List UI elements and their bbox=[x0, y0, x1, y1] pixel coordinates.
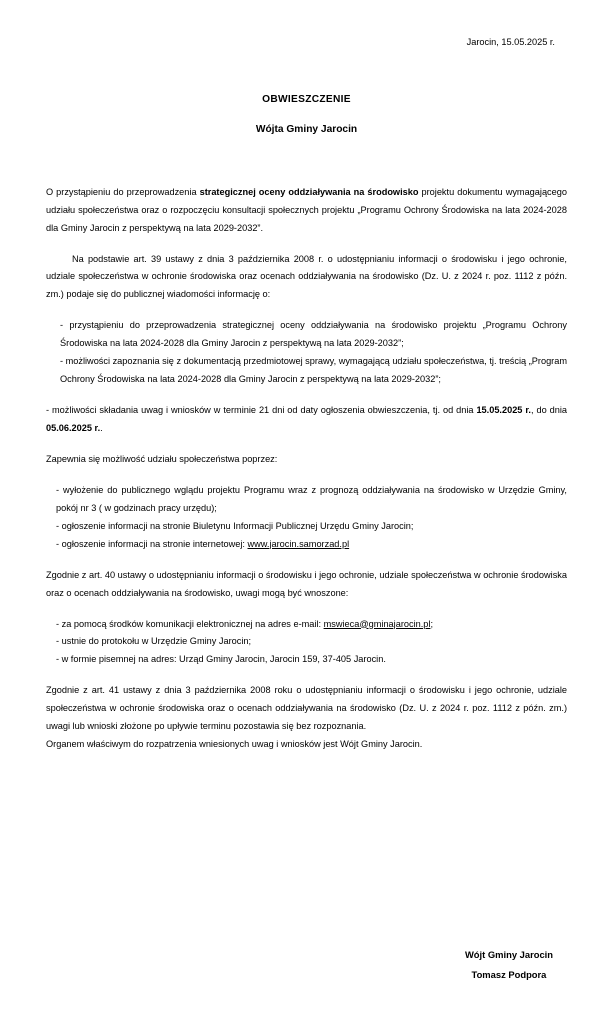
list-item: - przystąpieniu do przeprowadzenia strategicznej oceny oddziaływania na środowisko projektu „Programu Ochrony Środowiska na lata 2024-2028 dla Gminy Jarocin z perspektywą na lata 2029-2032”; bbox=[60, 320, 567, 349]
signature-name: Tomasz Podpora bbox=[471, 969, 547, 981]
paragraph-text: Na podstawie art. 39 ustawy z dnia 3 października 2008 r. o udostępnianiu informacji o środowisku i jego ochronie, udziale społeczeństwa w ochronie środowiska oraz ocenach oddziaływania na środowisko (Dz. U. z 2024 r. poz. 1112 z późn. zm.) podaje się do publicznej wiadomości informację o: bbox=[46, 253, 567, 300]
deadline-text-part3: . bbox=[100, 423, 103, 434]
paragraph-text: Zgodnie z art. 41 ustawy z dnia 3 października 2008 roku o udostępnianiu informacji o środowisku i jego ochronie, udziale społeczeństwa w ochronie środowiska oraz o ocenach oddziaływania na środowisko (Dz. U. z 2024 r. poz. 1112 z późn. zm.) uwagi lub wnioski złożone po upływie terminu pozostawia się bez rozpoznania. bbox=[46, 685, 567, 732]
date-line: Jarocin, 15.05.2025 r. bbox=[466, 37, 555, 47]
email-suffix: ; bbox=[430, 618, 433, 629]
signature-block bbox=[465, 945, 553, 986]
document-title-block bbox=[46, 90, 567, 140]
deadline-text-part1: - możliwości składania uwag i wniosków w terminie 21 dni od daty ogłoszenia obwieszczenia, tj. od dnia bbox=[46, 405, 477, 416]
website-label: - ogłoszenie informacji na stronie internetowej: bbox=[56, 538, 248, 549]
list-item bbox=[56, 616, 567, 634]
paragraph-participation bbox=[46, 451, 567, 469]
deadline-text-part2: , do dnia bbox=[530, 405, 568, 416]
list-participation-items bbox=[46, 482, 567, 554]
paragraph-text: Organem właściwym do rozpatrzenia wniesionych uwag i wniosków jest Wójt Gminy Jarocin. bbox=[46, 739, 423, 750]
list-item-deadline bbox=[46, 402, 567, 438]
list-item: - w formie pisemnej na adres: Urząd Gminy Jarocin, Jarocin 159, 37-405 Jarocin. bbox=[56, 654, 386, 665]
page-title: OBWIESZCZENIE bbox=[262, 93, 351, 105]
website-link[interactable]: www.jarocin.samorzad.pl bbox=[247, 538, 350, 549]
list-item: - ogłoszenie informacji na stronie Biuletynu Informacji Publicznej Urzędu Gminy Jarocin; bbox=[56, 520, 414, 531]
list-notice-items bbox=[46, 317, 567, 389]
paragraph-legal-basis bbox=[46, 251, 567, 305]
paragraph-intro bbox=[46, 184, 567, 238]
deadline-start-date: 15.05.2025 r. bbox=[476, 405, 531, 416]
intro-emphasis: strategicznej oceny oddziaływania na środowisko bbox=[199, 186, 419, 197]
email-link[interactable]: mswieca@gminajarocin.pl bbox=[323, 618, 431, 629]
list-item: - możliwości zapoznania się z dokumentacją przedmiotowej sprawy, wymagającą udziału społeczeństwa, tj. treścią „Program Ochrony Środowiska na lata 2024-2028 dla Gminy Jarocin z perspektywą na lata 2029-2032”; bbox=[60, 356, 567, 385]
deadline-end-date: 05.06.2025 r. bbox=[46, 423, 101, 434]
list-item bbox=[46, 402, 567, 438]
intro-text-part1: O przystąpieniu do przeprowadzenia bbox=[46, 186, 200, 197]
signature-title: Wójt Gminy Jarocin bbox=[464, 948, 553, 960]
paragraph-text bbox=[46, 184, 567, 238]
list-item: - wyłożenie do publicznego wglądu projektu Programu wraz z prognozą oddziaływania na środowisko w Urzędzie Gminy, pokój nr 3 ( w godzinach pracy urzędu); bbox=[56, 484, 567, 513]
paragraph-comments bbox=[46, 567, 567, 603]
list-item: - ustnie do protokołu w Urzędzie Gminy Jarocin; bbox=[56, 636, 252, 647]
email-label: - za pomocą środków komunikacji elektronicznej na adres e-mail: bbox=[56, 618, 324, 629]
intro-text-part2: projektu dokumentu wymagającego udziału społeczeństwa oraz o rozpoczęciu konsultacji społecznych projektu „Programu Ochrony Środowiska na lata 2024-2028 dla Gminy Jarocin z perspektywą na lata 2029-2032”. bbox=[46, 186, 567, 233]
paragraph-text: Zgodnie z art. 40 ustawy o udostępnianiu informacji o środowisku i jego ochronie, udziale społeczeństwa w ochronie środowiska oraz o ocenach oddziaływania na środowisko, uwagi mogą być wnoszone: bbox=[46, 569, 567, 598]
paragraph-late-submissions bbox=[46, 682, 567, 754]
page-subtitle: Wójta Gminy Jarocin bbox=[255, 123, 358, 135]
list-submission-methods bbox=[46, 616, 567, 670]
list-item bbox=[56, 536, 567, 554]
paragraph-text: Zapewnia się możliwość udziału społeczeństwa poprzez: bbox=[46, 453, 278, 464]
